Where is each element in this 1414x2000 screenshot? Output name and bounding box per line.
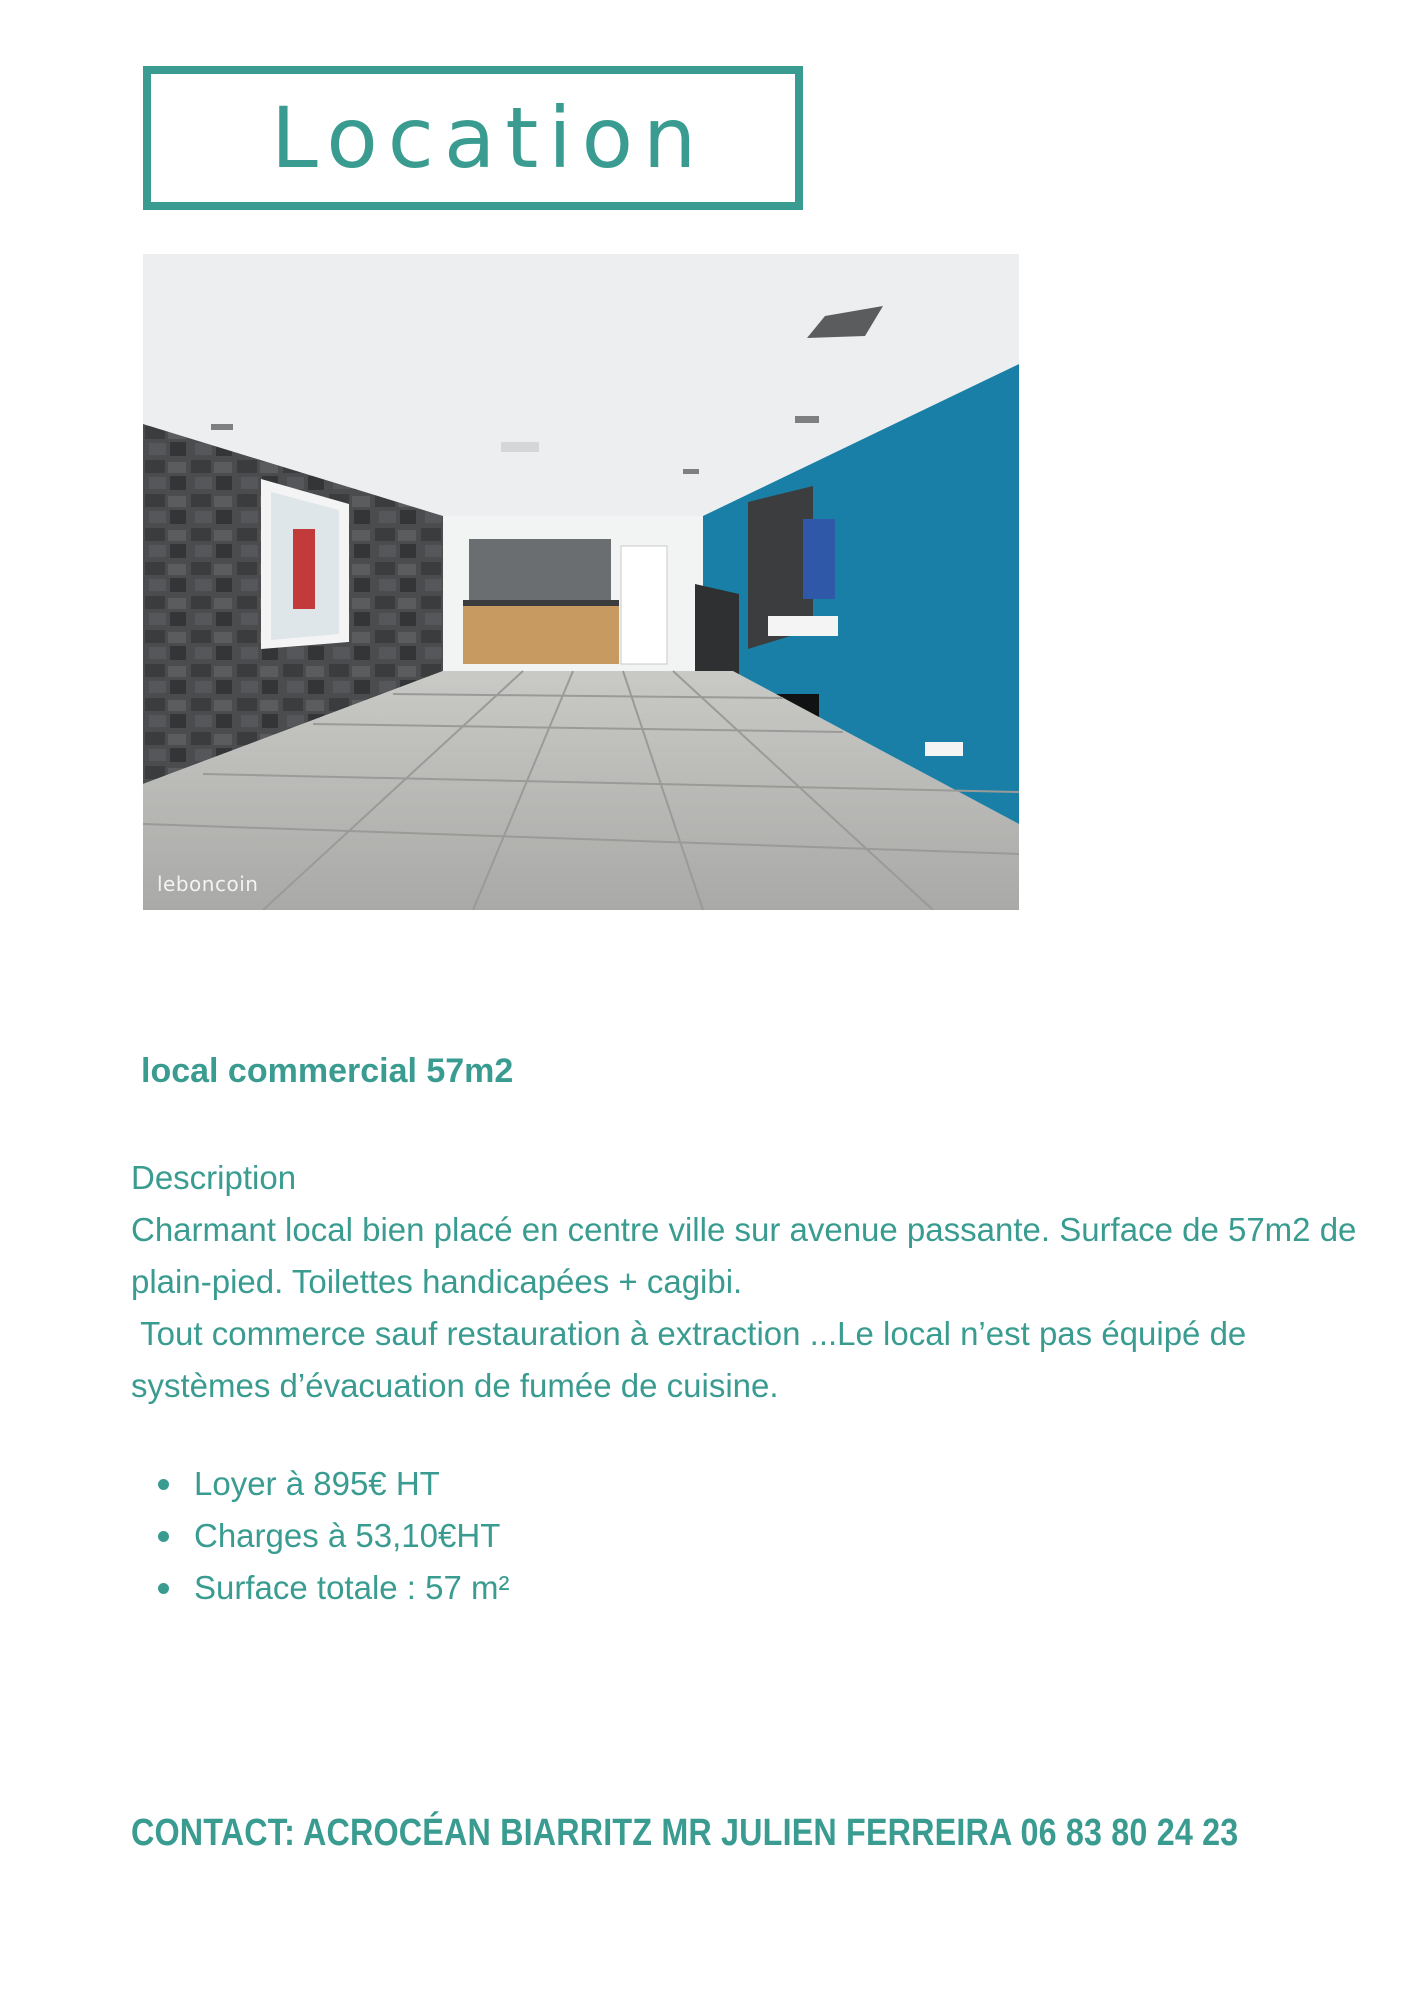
property-photo-illustration [143, 254, 1019, 910]
contact-line: CONTACT: ACROCÉAN BIARRITZ MR JULIEN FERREIRA 06 83 80 24 23 [131, 1812, 1239, 1854]
listing-details-list [131, 1458, 509, 1614]
watermark-leboncoin: leboncoin [157, 872, 259, 896]
description-paragraph-1: Charmant local bien placé en centre ville sur avenue passante. Surface de 57m2 de plain-pied. Toilettes handicapées + cagibi. [131, 1211, 1357, 1300]
rent-text: Loyer à 895€ HT [194, 1465, 440, 1502]
list-item-charges [131, 1510, 509, 1562]
bullet-dot-icon [158, 1583, 169, 1594]
description-paragraph-2: Tout commerce sauf restauration à extraction ...Le local n’est pas équipé de systèmes d’évacuation de fumée de cuisine. [131, 1315, 1256, 1404]
bullet-dot-icon [158, 1531, 169, 1542]
description-heading: Description [131, 1159, 297, 1196]
page-title: Location [271, 89, 707, 187]
bullet-dot-icon [158, 1479, 169, 1490]
charges-text: Charges à 53,10€HT [194, 1517, 501, 1554]
list-item-rent [131, 1458, 509, 1510]
surface-text: Surface totale : 57 m² [194, 1569, 510, 1606]
title-frame [143, 66, 803, 210]
property-photo [143, 254, 1019, 910]
list-item-surface [131, 1562, 509, 1614]
listing-subtitle: local commercial 57m2 [141, 1052, 514, 1090]
listing-description [131, 1152, 1361, 1412]
